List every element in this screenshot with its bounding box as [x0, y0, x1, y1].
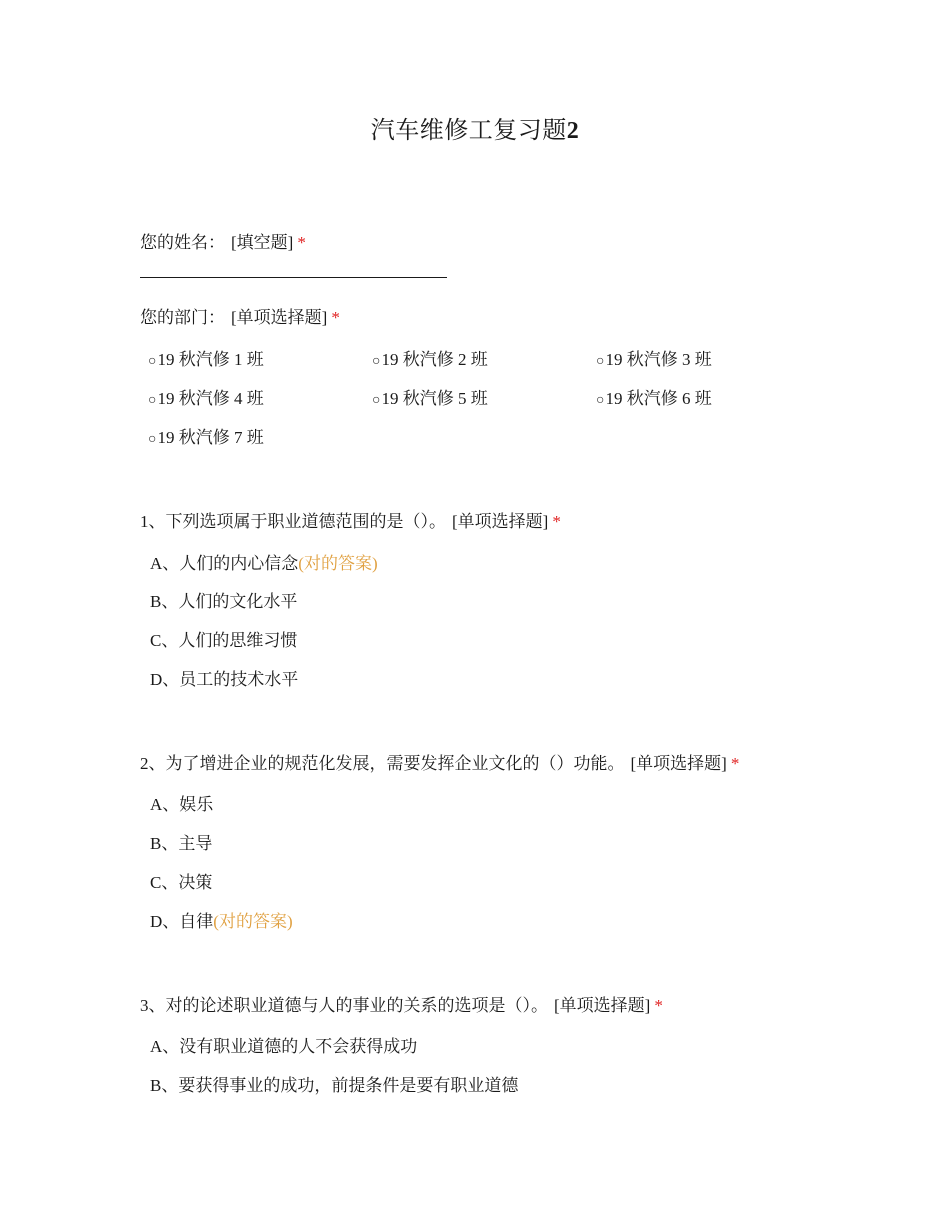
q2-option-c[interactable]: [150, 868, 212, 893]
radio-icon: ○: [596, 354, 605, 369]
question-type: [单项选择题]: [630, 754, 727, 773]
dept-option[interactable]: [372, 345, 488, 370]
dept-option-label: 19 秋汽修 7 班: [157, 428, 264, 447]
q1-option-a[interactable]: [150, 549, 378, 574]
radio-icon: ○: [148, 432, 157, 447]
required-mark: *: [331, 308, 340, 327]
name-question: [140, 228, 306, 253]
question-3: [140, 991, 663, 1016]
question-type: [单项选择题]: [554, 996, 651, 1015]
radio-icon: ○: [372, 354, 381, 369]
dept-option[interactable]: [596, 345, 712, 370]
q2-option-b[interactable]: [150, 829, 212, 854]
dept-option-label: 19 秋汽修 5 班: [381, 389, 488, 408]
title-text: 汽车维修工复习题: [370, 118, 567, 144]
title-number: 2: [566, 118, 580, 144]
question-text: 1、下列选项属于职业道德范围的是（）。: [140, 512, 446, 531]
q3-option-b[interactable]: [150, 1071, 518, 1096]
name-question-label: 您的姓名：: [140, 233, 225, 252]
radio-icon: ○: [148, 354, 157, 369]
option-label: D、自律: [150, 912, 214, 931]
option-label: A、娱乐: [150, 795, 214, 814]
radio-icon: ○: [148, 393, 157, 408]
required-mark: *: [730, 754, 740, 773]
dept-option-label: 19 秋汽修 1 班: [157, 350, 264, 369]
correct-answer-note: (对的答案): [298, 554, 378, 573]
q1-option-c[interactable]: [150, 626, 297, 651]
question-1: [140, 507, 561, 532]
q2-option-a[interactable]: [150, 790, 213, 815]
required-mark: *: [654, 996, 663, 1015]
dept-question-label: 您的部门：: [140, 308, 225, 327]
question-type: [单项选择题]: [452, 512, 549, 531]
question-text: 2、为了增进企业的规范化发展，需要发挥企业文化的（）功能。: [140, 754, 625, 773]
option-label: C、人们的思维习惯: [150, 631, 298, 650]
option-label: B、要获得事业的成功，前提条件是要有职业道德: [150, 1076, 519, 1095]
option-label: B、主导: [150, 834, 213, 853]
correct-answer-note: (对的答案): [213, 912, 293, 931]
option-label: B、人们的文化水平: [150, 592, 298, 611]
q1-option-b[interactable]: [150, 587, 297, 612]
required-mark: *: [552, 512, 561, 531]
radio-icon: ○: [372, 393, 381, 408]
dept-option[interactable]: [148, 423, 264, 448]
option-label: D、员工的技术水平: [150, 670, 299, 689]
dept-option[interactable]: [372, 384, 488, 409]
dept-option-label: 19 秋汽修 6 班: [605, 389, 712, 408]
dept-option-label: 19 秋汽修 3 班: [605, 350, 712, 369]
q2-option-d[interactable]: [150, 907, 293, 932]
q1-option-d[interactable]: [150, 665, 298, 690]
q3-option-a[interactable]: [150, 1032, 417, 1057]
dept-option[interactable]: [596, 384, 712, 409]
option-label: C、决策: [150, 873, 213, 892]
question-2: [140, 749, 739, 774]
dept-option[interactable]: [148, 345, 264, 370]
required-mark: *: [297, 233, 306, 252]
dept-option-label: 19 秋汽修 4 班: [157, 389, 264, 408]
option-label: A、人们的内心信念: [150, 554, 299, 573]
name-input-line[interactable]: [140, 277, 447, 278]
radio-icon: ○: [596, 393, 605, 408]
dept-question-type: [单项选择题]: [231, 308, 328, 327]
name-question-type: [填空题]: [231, 233, 294, 252]
dept-question: [140, 303, 340, 328]
page-title: [0, 110, 950, 145]
question-text: 3、对的论述职业道德与人的事业的关系的选项是（）。: [140, 996, 548, 1015]
option-label: A、没有职业道德的人不会获得成功: [150, 1037, 418, 1056]
dept-option-label: 19 秋汽修 2 班: [381, 350, 488, 369]
dept-option[interactable]: [148, 384, 264, 409]
